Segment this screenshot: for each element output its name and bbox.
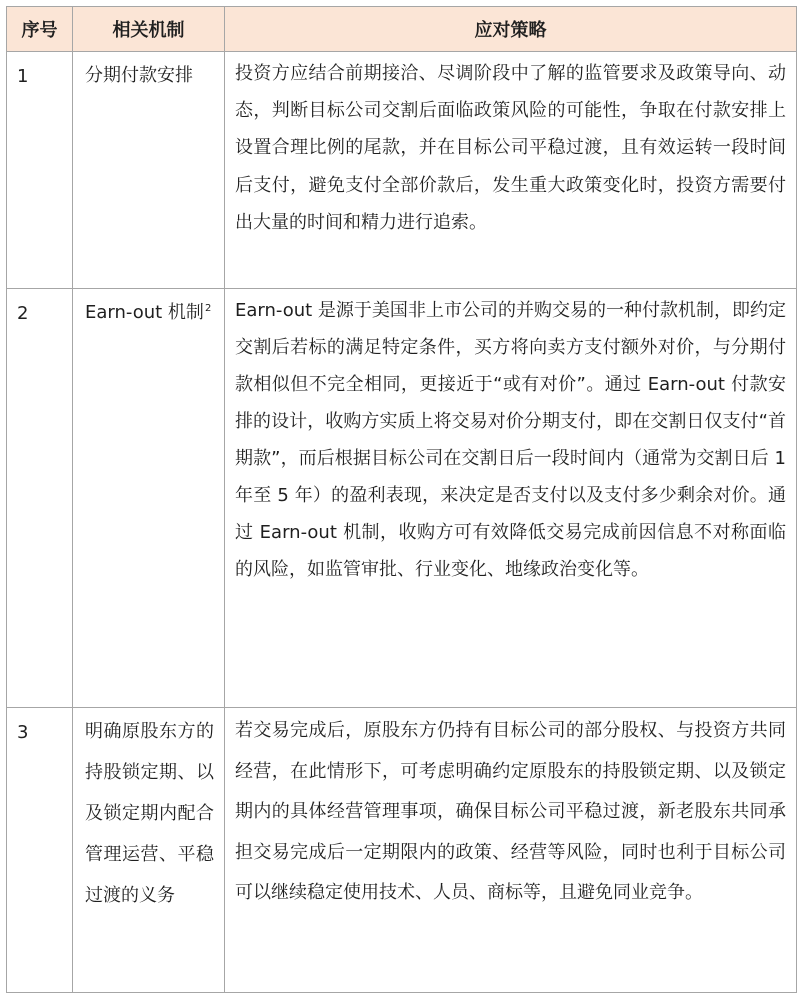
policy-strategy-table: [6, 6, 797, 993]
footnote-marker: 2: [204, 303, 212, 314]
mechanism-label: Earn-out 机制: [85, 302, 204, 323]
mechanism-cell: [73, 52, 225, 289]
table-row: [7, 289, 797, 708]
strategy-cell: 若交易完成后，原股东方仍持有目标公司的部分股权、与投资方共同经营，在此情形下，可考虑明确约定原股东的持股锁定期、以及锁定期内的具体经营管理事项，确保目标公司平稳过渡，新老股东共同承担交易完成后一定期限内的政策、经营等风险，同时也利于目标公司可以继续稳定使用技术、人员、商标等，且避免同业竞争。: [225, 708, 797, 993]
row-number: 1: [7, 52, 73, 289]
table-row: [7, 52, 797, 289]
mechanism-cell: [73, 289, 225, 708]
mechanism-text: [85, 292, 214, 333]
header-strategy: 应对策略: [225, 7, 797, 52]
table-row: [7, 708, 797, 993]
strategy-cell: Earn-out 是源于美国非上市公司的并购交易的一种付款机制，即约定交割后若标的满足特定条件，买方将向卖方支付额外对价，与分期付款相似但不完全相同，更接近于“或有对价”。通过 Earn-out 付款安排的设计，收购方实质上将交易对价分期支付，即在交割日仅支付“首期款”，而后根据目标公司在交割日后一段时间内（通常为交割日后 1 年至 5 年）的盈利表现，来决定是否支付以及支付多少剩余对价。通过 Earn-out 机制，收购方可有效降低交易完成前因信息不对称面临的风险，如监管审批、行业变化、地缘政治变化等。: [225, 289, 797, 708]
strategy-cell: 投资方应结合前期接洽、尽调阶段中了解的监管要求及政策导向、动态，判断目标公司交割后面临政策风险的可能性，争取在付款安排上设置合理比例的尾款，并在目标公司平稳过渡，且有效运转一段时间后支付，避免支付全部价款后，发生重大政策变化时，投资方需要付出大量的时间和精力进行追索。: [225, 52, 797, 289]
mechanism-cell: [73, 708, 225, 993]
row-number: 2: [7, 289, 73, 708]
mechanism-text: 分期付款安排: [85, 65, 193, 86]
header-row: [7, 7, 797, 52]
header-mechanism: 相关机制: [73, 7, 225, 52]
mechanism-text: 明确原股东方的持股锁定期、以及锁定期内配合管理运营、平稳过渡的义务: [85, 721, 214, 906]
row-number: 3: [7, 708, 73, 993]
table-header: [7, 7, 797, 52]
header-no: 序号: [7, 7, 73, 52]
table-body: [7, 52, 797, 993]
